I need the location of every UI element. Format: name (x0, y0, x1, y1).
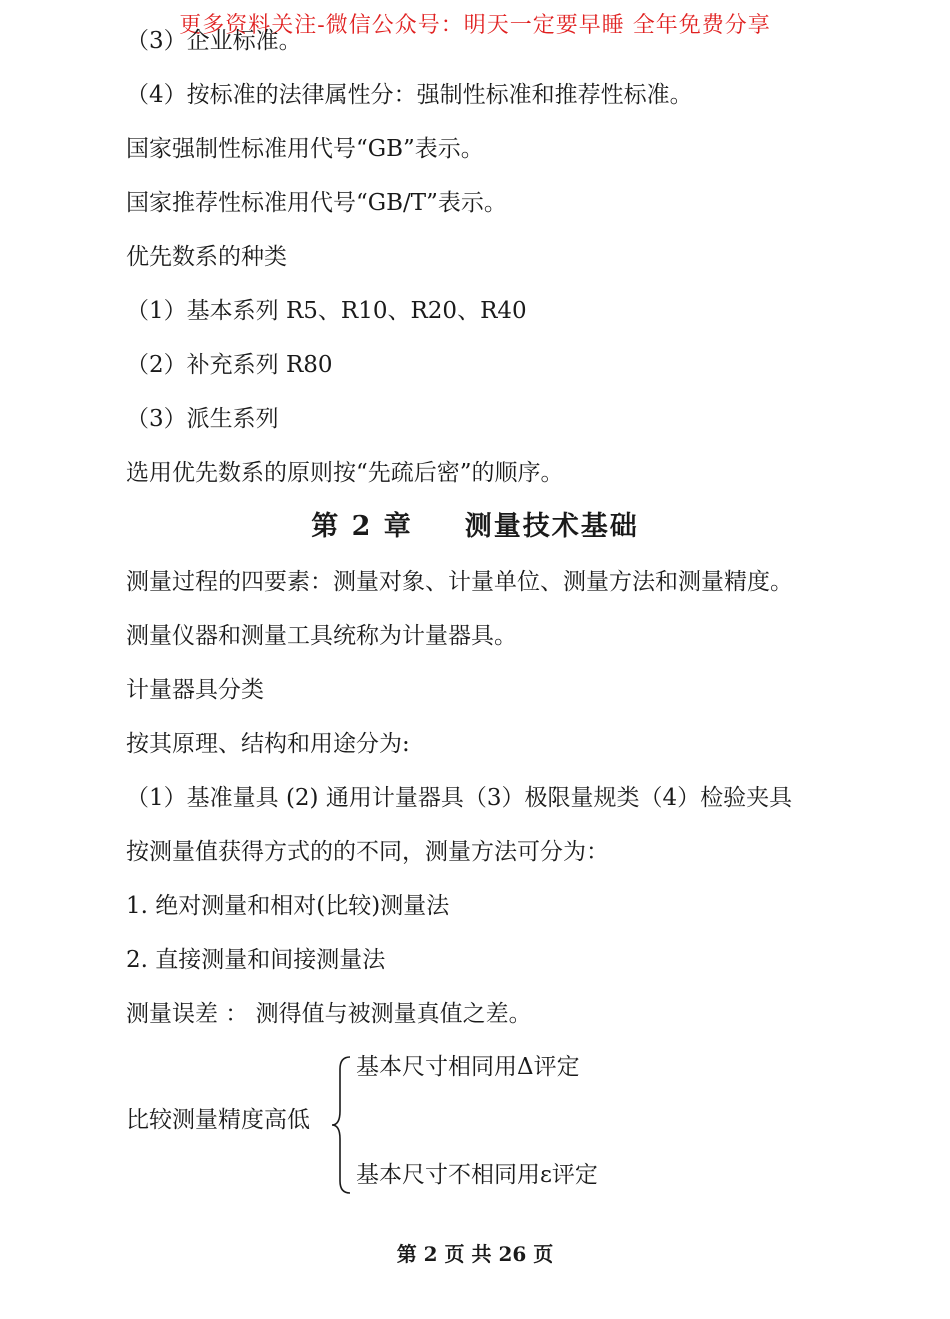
comparison-branch-different: 基本尺寸不相同用ε评定 (356, 1162, 598, 1188)
curly-brace-icon (330, 1055, 354, 1195)
text-line: 测量误差 ： 测得值与被测量真值之差。 (126, 1001, 532, 1027)
text-line: 1. 绝对测量和相对(比较)测量法 (126, 893, 450, 919)
comparison-label: 比较测量精度高低 (126, 1107, 310, 1133)
page-footer: 第 2 页 共 26 页 (396, 1242, 554, 1266)
text-line: 计量器具分类 (126, 677, 264, 703)
text-line: 2. 直接测量和间接测量法 (126, 947, 386, 973)
chapter-number: 第 2 章 (311, 511, 413, 542)
text-line: （3）企业标准。 (126, 28, 302, 54)
chapter-title: 测量技术基础 (464, 511, 639, 542)
text-line: （4）按标准的法律属性分：强制性标准和推荐性标准。 (126, 82, 693, 108)
text-line: （2）补充系列 R80 (126, 352, 333, 378)
text-line: 选用优先数系的原则按“先疏后密”的顺序。 (126, 460, 564, 486)
watermark-banner: 更多资料关注-微信公众号：明天一定要早睡 全年免费分享 (179, 13, 771, 38)
text-line: 优先数系的种类 (126, 244, 287, 270)
text-line: （1）基本系列 R5、R10、R20、R40 (126, 298, 527, 324)
comparison-branch-same: 基本尺寸相同用Δ评定 (356, 1054, 580, 1080)
text-line: 测量过程的四要素：测量对象、计量单位、测量方法和测量精度。 (126, 569, 793, 595)
text-line: 测量仪器和测量工具统称为计量器具。 (126, 623, 517, 649)
chapter-heading (0, 510, 950, 544)
text-line: 按测量值获得方式的的不同，测量方法可分为： (126, 839, 609, 865)
text-line: （1）基准量具 (2) 通用计量器具（3）极限量规类（4）检验夹具 (126, 785, 793, 811)
text-line: 国家强制性标准用代号“GB”表示。 (126, 136, 484, 162)
text-line: 按其原理、结构和用途分为: (126, 731, 410, 757)
text-line: 国家推荐性标准用代号“GB/T”表示。 (126, 190, 507, 216)
text-line: （3）派生系列 (126, 406, 279, 432)
